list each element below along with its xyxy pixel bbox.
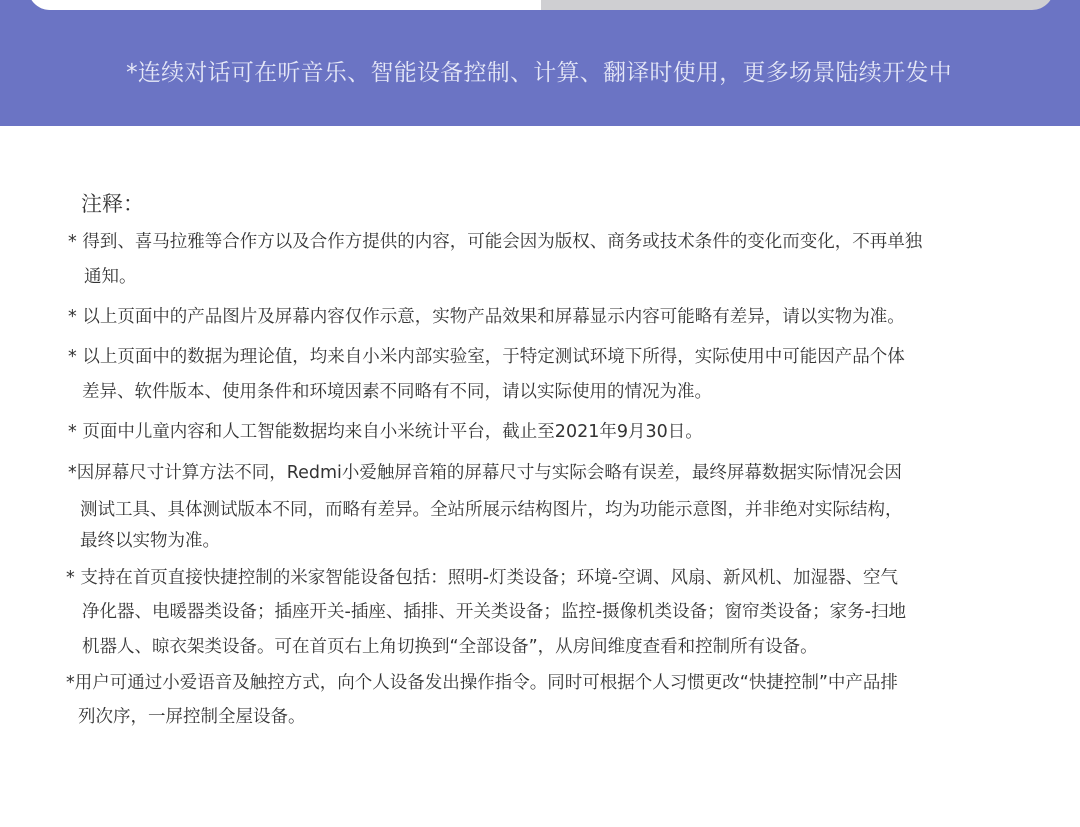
note-line: * 以上页面中的数据为理论值，均来自小米内部实验室，于特定测试环境下所得，实际使用中可能因产品个体 xyxy=(68,347,905,367)
note-line: 差异、软件版本、使用条件和环境因素不同略有不同，请以实际使用的情况为准。 xyxy=(82,382,712,402)
progress-bar-fill xyxy=(28,0,541,10)
note-line: 净化器、电暖器类设备；插座开关-插座、插排、开关类设备；监控-摄像机类设备；窗帘类设备；家务-扫地 xyxy=(82,602,906,622)
note-line: 列次序，一屏控制全屋设备。 xyxy=(78,707,306,727)
feature-banner xyxy=(0,0,1080,126)
note-line: * 支持在首页直接快捷控制的米家智能设备包括：照明-灯类设备；环境-空调、风扇、新风机、加湿器、空气 xyxy=(66,568,898,588)
note-line: * 得到、喜马拉雅等合作方以及合作方提供的内容，可能会因为版权、商务或技术条件的变化而变化，不再单独 xyxy=(68,232,923,252)
note-line: 测试工具、具体测试版本不同，而略有差异。全站所展示结构图片，均为功能示意图，并非绝对实际结构， xyxy=(80,500,903,520)
banner-footnote: *连续对话可在听音乐、智能设备控制、计算、翻译时使用，更多场景陆续开发中 xyxy=(126,60,952,86)
notes-title: 注释： xyxy=(81,192,144,216)
note-line: * 页面中儿童内容和人工智能数据均来自小米统计平台，截止至2021年9月30日。 xyxy=(68,422,703,442)
note-line: *用户可通过小爱语音及触控方式，向个人设备发出操作指令。同时可根据个人习惯更改“快捷控制”中产品排 xyxy=(66,673,898,693)
note-line: * 以上页面中的产品图片及屏幕内容仅作示意，实物产品效果和屏幕显示内容可能略有差异，请以实物为准。 xyxy=(68,307,905,327)
note-line: 最终以实物为准。 xyxy=(80,531,220,551)
progress-bar xyxy=(28,0,1054,10)
note-line: *因屏幕尺寸计算方法不同，Redmi小爱触屏音箱的屏幕尺寸与实际会略有误差，最终屏幕数据实际情况会因 xyxy=(68,463,902,483)
note-line: 通知。 xyxy=(84,267,137,287)
note-line: 机器人、晾衣架类设备。可在首页右上角切换到“全部设备”，从房间维度查看和控制所有设备。 xyxy=(82,637,818,657)
